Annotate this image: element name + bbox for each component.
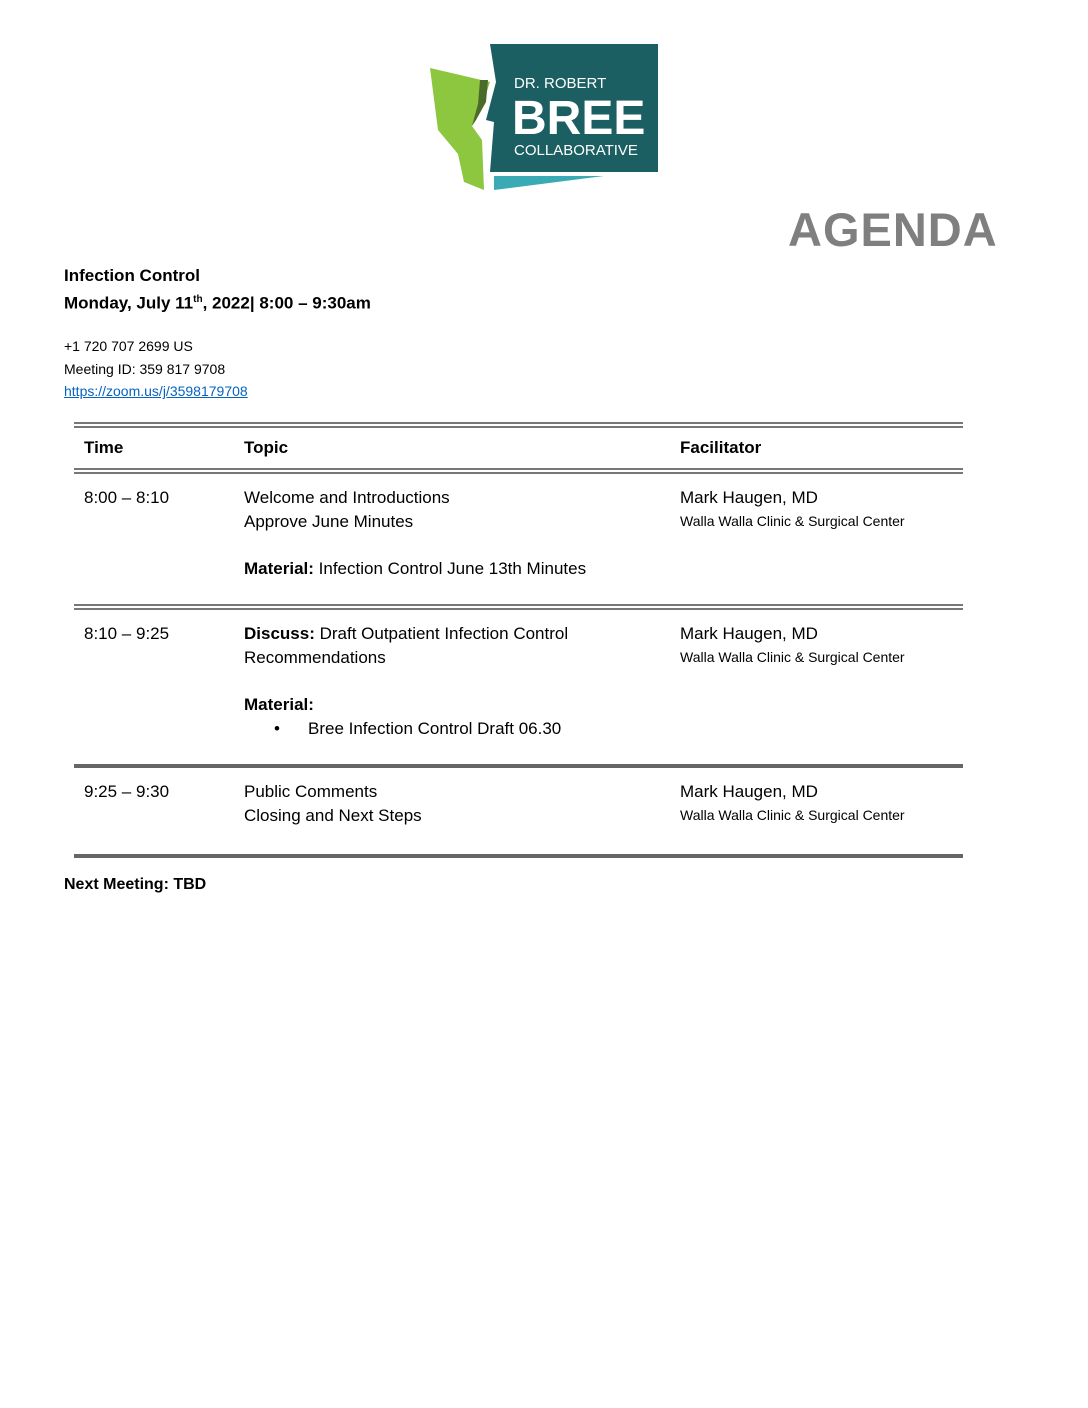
row-time: 9:25 – 9:30 — [84, 782, 170, 801]
divider — [74, 854, 963, 858]
table-header — [74, 428, 963, 468]
table-row — [74, 474, 963, 604]
table-row — [74, 610, 963, 764]
row-topic: Public Comments Closing and Next Steps — [244, 782, 422, 825]
page-title: AGENDA — [788, 203, 998, 256]
bullet-icon: • — [274, 718, 280, 738]
zoom-link[interactable]: https://zoom.us/j/3598179708 — [64, 383, 248, 399]
header-topic: Topic — [244, 438, 289, 457]
row-topic: Welcome and Introductions Approve June Minutes Material: Infection Control June 13th Minutes — [244, 488, 587, 578]
agenda-table — [74, 422, 963, 858]
row-facilitator: Mark Haugen, MD Walla Walla Clinic & Surgical Center — [680, 488, 905, 529]
header-time: Time — [84, 438, 124, 457]
svg-text:BREE: BREE — [512, 92, 646, 145]
meeting-name: Infection Control — [64, 266, 200, 285]
contact-info — [64, 335, 248, 403]
row-facilitator: Mark Haugen, MD Walla Walla Clinic & Surgical Center — [680, 782, 905, 823]
table-row — [74, 768, 963, 854]
meeting-header — [64, 264, 371, 316]
meeting-date: Monday, July 11th, 2022| 8:00 – 9:30am — [64, 293, 371, 313]
header-facilitator: Facilitator — [680, 438, 762, 457]
list-item: • Bree Infection Control Draft 06.30 — [244, 717, 680, 741]
meeting-id: Meeting ID: 359 817 9708 — [64, 360, 226, 377]
svg-text:DR. ROBERT: DR. ROBERT — [514, 75, 607, 92]
row-time: 8:10 – 9:25 — [84, 624, 170, 643]
row-topic: Discuss: Draft Outpatient Infection Control Recommendations Material: • Bree Infection Control Draft 06.30 — [244, 622, 680, 764]
phone-number: +1 720 707 2699 US — [64, 338, 193, 354]
row-time: 8:00 – 8:10 — [84, 488, 170, 507]
next-meeting: Next Meeting: TBD — [64, 876, 207, 893]
svg-text:COLLABORATIVE: COLLABORATIVE — [514, 142, 638, 159]
row-facilitator: Mark Haugen, MD Walla Walla Clinic & Surgical Center — [680, 624, 905, 665]
bree-collaborative-logo — [428, 42, 663, 194]
